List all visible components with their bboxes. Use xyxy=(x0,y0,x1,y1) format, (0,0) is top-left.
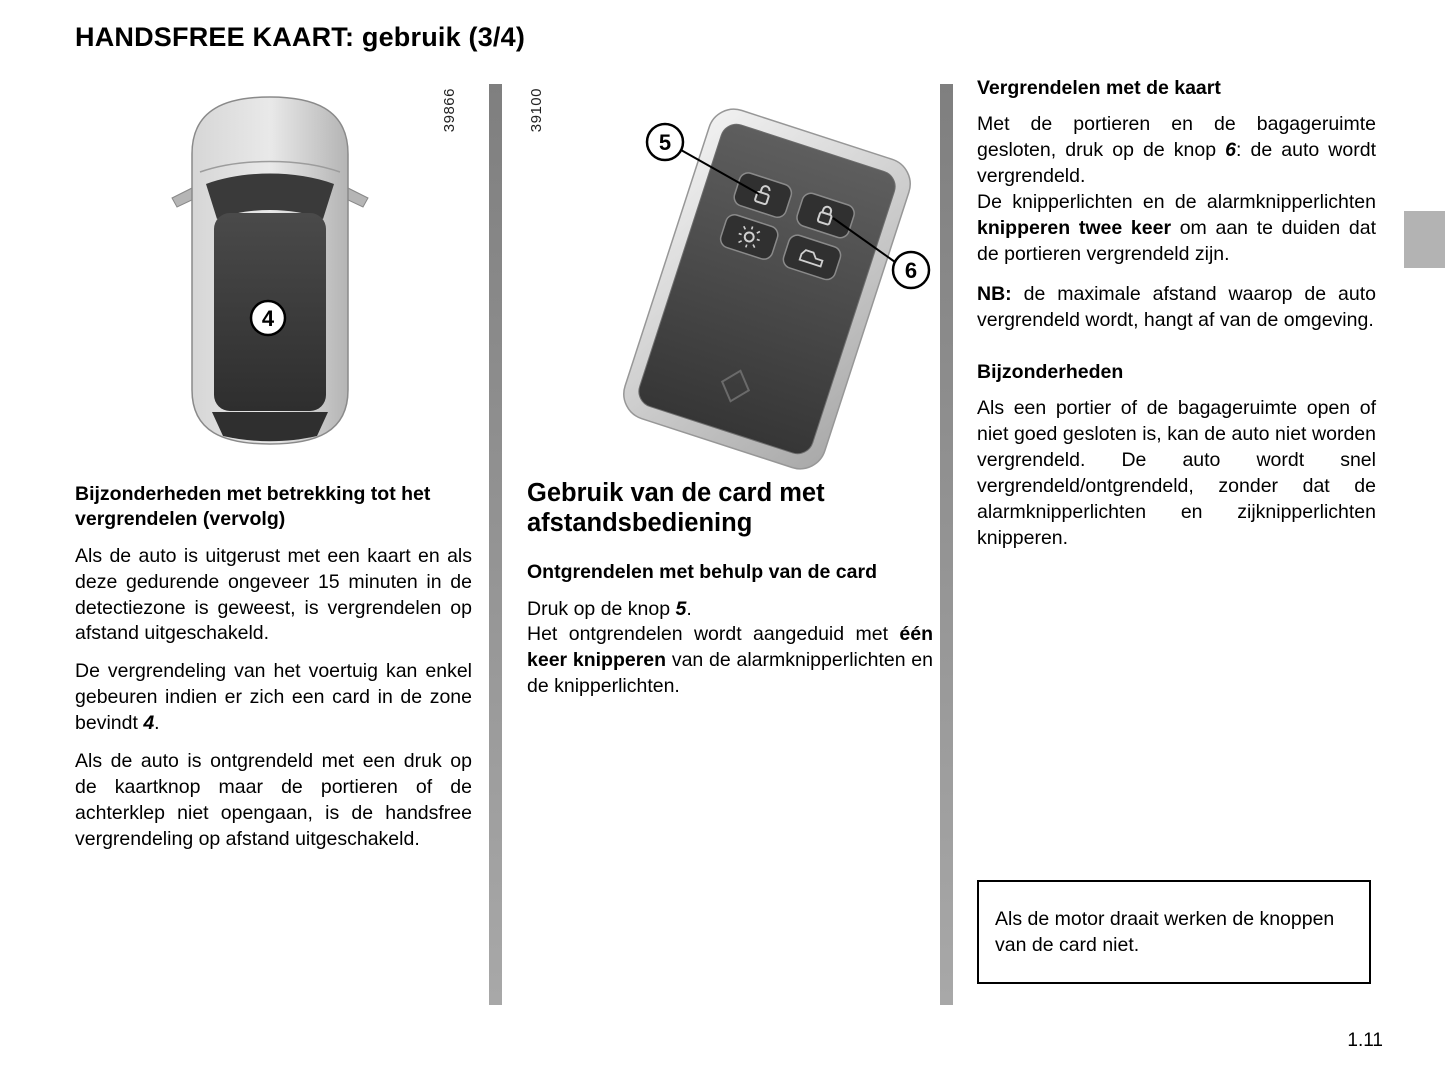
right-p2-text: De knipperlichten en de alarmknipperlichten xyxy=(977,191,1376,214)
middle-p2-emphasis: één keer knipperen xyxy=(527,623,933,672)
chapter-edge-tab xyxy=(1404,211,1445,268)
middle-paragraph-1 xyxy=(527,597,933,623)
card-face xyxy=(635,120,900,458)
callout-label-6: 6 xyxy=(904,258,918,283)
page-number: 1.11 xyxy=(1347,1030,1383,1051)
car-mirror-right xyxy=(346,188,368,207)
right-paragraph-nb xyxy=(977,282,1376,334)
left-paragraph-3: Als de auto is ontgrendeld met een druk op de kaartknop maar de portieren of de achterklep niet opengaan, is de handsfree vergrendeling op afstand uitgeschakeld. xyxy=(75,750,472,850)
middle-p1-text: Druk op de knop xyxy=(527,597,676,620)
right-p1-end: : de auto wordt vergrendeld. xyxy=(977,139,1376,188)
key-card-illustration xyxy=(545,84,945,479)
right-nb-text: de maximale afstand waarop de auto vergrendeld wordt, hangt af van de omgeving. xyxy=(977,282,1376,331)
middle-column xyxy=(527,478,933,700)
right-nb-label: NB: xyxy=(977,282,1012,305)
figure-car-top-view xyxy=(75,84,465,476)
page-title: HANDSFREE KAART: gebruik (3/4) xyxy=(75,22,526,52)
middle-heading: Gebruik van de card met afstandsbediening xyxy=(527,479,825,538)
right-heading-lock: Vergrendelen met de kaart xyxy=(977,77,1221,99)
column-divider-left xyxy=(489,84,502,1005)
engine-running-note-text: Als de motor draait werken de knoppen van de card niet. xyxy=(995,907,1335,956)
figure-code-car: 39866 xyxy=(441,88,458,133)
car-mirror-left xyxy=(172,188,194,207)
car-rear-window xyxy=(212,412,328,441)
callout-label-5: 5 xyxy=(658,130,672,155)
left-paragraph-1: Als de auto is uitgerust met een kaart en als deze gedurende ongeveer 15 minuten in de detectiezone is geweest, is vergrendelen op afstand uitgeschakeld. xyxy=(75,544,472,645)
middle-p2-text: Het ontgrendelen wordt aangeduid met xyxy=(527,623,900,646)
engine-running-note-box xyxy=(977,880,1371,984)
left-column xyxy=(75,482,472,853)
right-paragraph-2 xyxy=(977,190,1376,268)
middle-p1-end: . xyxy=(686,597,692,620)
callout-label-4: 4 xyxy=(261,306,275,331)
right-column xyxy=(977,76,1376,552)
left-paragraph-2 xyxy=(75,659,472,737)
car-top-view-illustration xyxy=(75,84,465,476)
middle-p1-callout-ref: 5 xyxy=(675,597,687,620)
middle-paragraph-2 xyxy=(527,622,933,700)
right-paragraph-1 xyxy=(977,112,1376,190)
right-p1-callout-ref: 6 xyxy=(1225,139,1236,162)
right-heading-particular: Bijzonderheden xyxy=(977,360,1124,383)
right-p2-end: om aan te duiden dat de portieren vergrendeld zijn. xyxy=(977,217,1376,265)
left-p2-callout-ref: 4 xyxy=(143,712,155,735)
left-p2-text: De vergrendeling van het voertuig kan enkel gebeuren indien er zich een card in de zone bevindt xyxy=(75,660,472,735)
right-paragraph-4: Als een portier of de bagageruimte open of niet goed gesloten is, kan de auto niet worden vergrendeld. De auto wordt snel vergrendeld/ontgrendeld, zonder dat de alarmknipperlichten en zijknipperlichten knipperen. xyxy=(977,397,1376,549)
middle-p2-end: van de alarmknipperlichten en de knipperlichten. xyxy=(527,649,934,698)
figure-code-card: 39100 xyxy=(528,88,545,133)
left-heading: Bijzonderheden met betrekking tot het vergrendelen (vervolg) xyxy=(75,483,431,531)
middle-subheading: Ontgrendelen met behulp van de card xyxy=(527,561,877,584)
right-p1-text: Met de portieren en de bagageruimte gesloten, druk op de knop xyxy=(977,113,1376,162)
right-p2-emphasis: knipperen twee keer xyxy=(977,217,1172,240)
left-p2-end: . xyxy=(154,712,160,735)
figure-key-card xyxy=(545,84,945,479)
